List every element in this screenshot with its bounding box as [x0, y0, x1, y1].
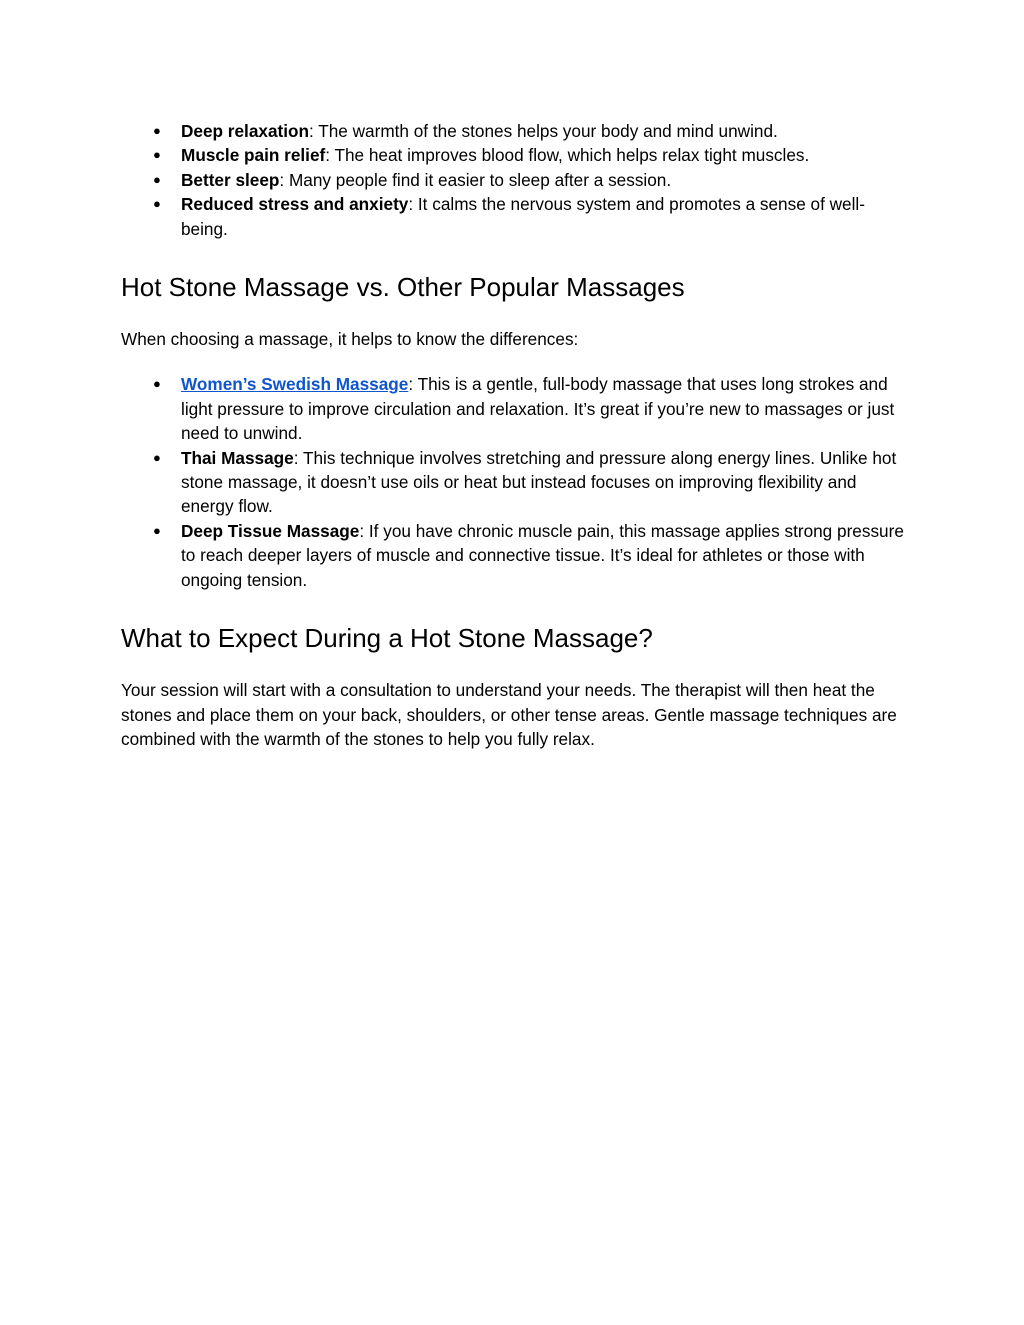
bullet-icon: ● [153, 123, 161, 138]
comparison-term: Thai Massage [181, 447, 294, 468]
benefit-term: Deep relaxation [181, 121, 309, 141]
bullet-icon: ● [153, 449, 161, 465]
comparison-list [121, 372, 911, 592]
benefit-text: : It calms the nervous system and promotes a sense of well-being. [181, 194, 865, 239]
benefit-text: : Many people find it easier to sleep after a session. [279, 169, 672, 190]
list-item [121, 446, 911, 519]
benefit-term: Muscle pain relief [181, 145, 326, 166]
comparison-intro: When choosing a massage, it helps to know the differences: [121, 329, 579, 350]
expect-paragraph: Your session will start with a consultation to understand your needs. The therapist will then heat the stones and place them on your back, shoulders, or other tense areas. Gentle massage techniques are combined with the warmth of the stones to help you fully relax. [121, 680, 897, 749]
benefit-text: : The heat improves blood flow, which helps relax tight muscles. [325, 145, 810, 166]
bullet-icon: ● [153, 196, 161, 212]
list-item [121, 192, 911, 241]
list-item [121, 168, 911, 192]
comparison-text: : If you have chronic muscle pain, this massage applies strong pressure to reach deeper layers of muscle and connective tissue. It’s ideal for athletes or those with ongoing tension. [181, 520, 904, 590]
comparison-text: : This is a gentle, full-body massage that uses long strokes and light pressure to improve circulation and relaxation. It’s great if you’re new to massages or just need to unwind. [181, 374, 895, 444]
section-heading-comparison: Hot Stone Massage vs. Other Popular Massages [121, 272, 685, 303]
bullet-icon: ● [153, 171, 161, 187]
benefit-term: Better sleep [181, 169, 280, 190]
comparison-text: : This technique involves stretching and pressure along energy lines. Unlike hot stone massage, it doesn’t use oils or heat but instead focuses on improving flexibility and energy flow. [181, 447, 897, 517]
bullet-icon: ● [153, 147, 161, 163]
bullet-icon: ● [153, 522, 161, 538]
benefit-term: Reduced stress and anxiety [181, 194, 409, 215]
swedish-massage-link[interactable]: Women’s Swedish Massage [181, 374, 409, 395]
list-item [121, 119, 911, 143]
benefit-text: : The warmth of the stones helps your body and mind unwind. [309, 121, 778, 141]
bullet-icon: ● [153, 376, 161, 392]
comparison-term: Deep Tissue Massage [181, 520, 360, 541]
section-heading-expect: What to Expect During a Hot Stone Massage? [121, 623, 653, 654]
list-item [121, 143, 911, 167]
benefits-list [121, 119, 911, 241]
document-content [121, 119, 911, 751]
list-item [121, 372, 911, 445]
list-item [121, 519, 911, 592]
